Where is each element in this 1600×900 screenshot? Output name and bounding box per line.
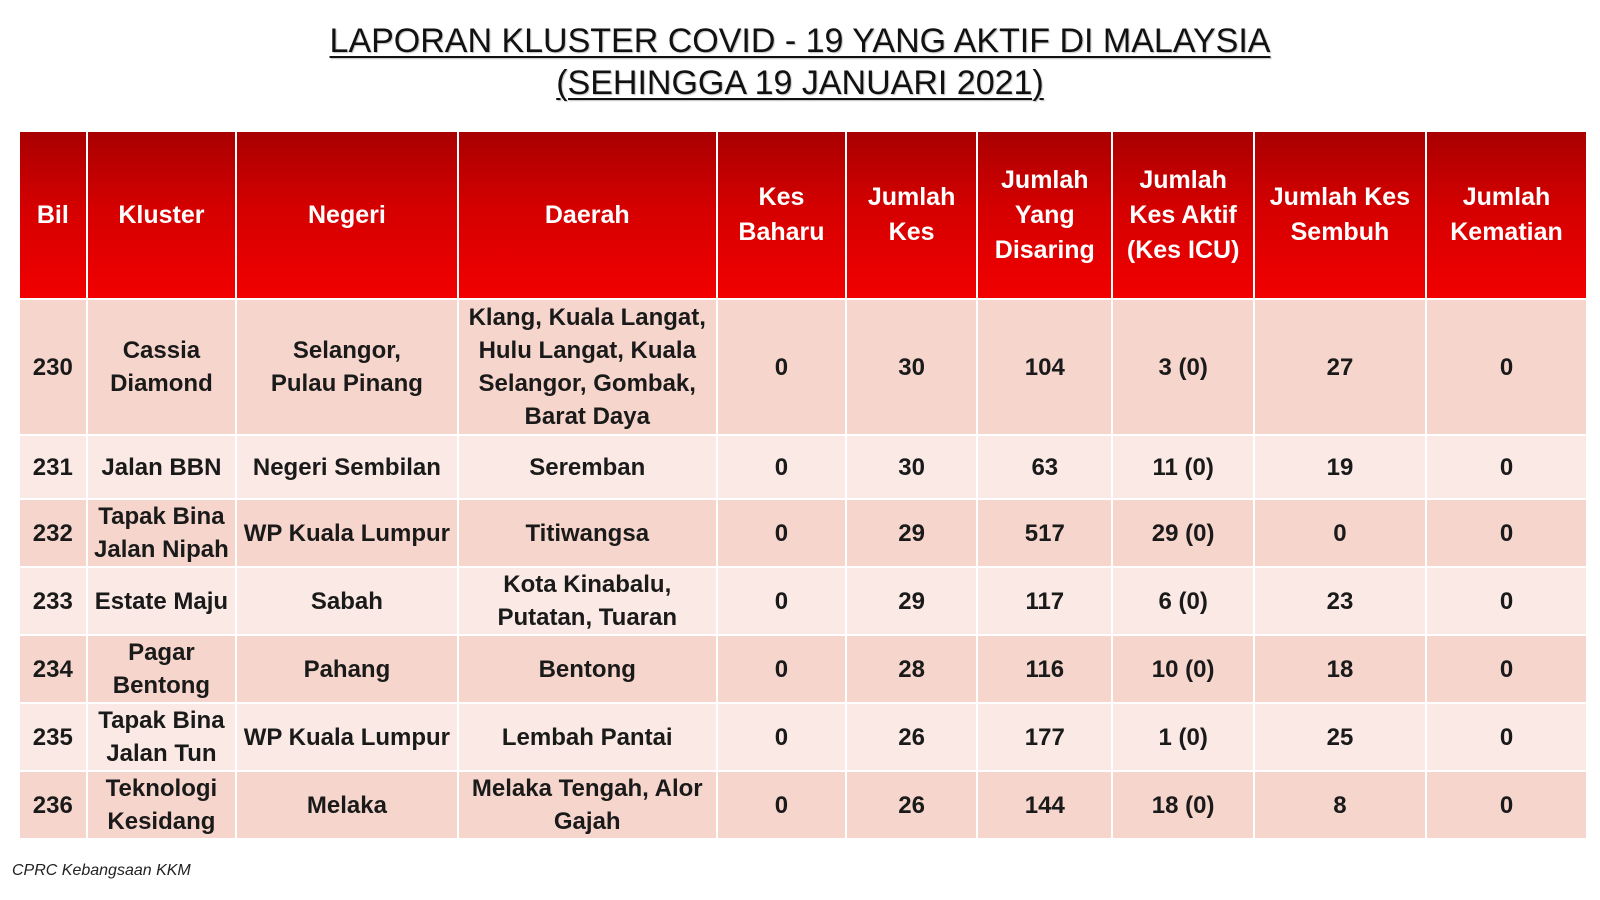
cell-jumlah-kes: 26 xyxy=(847,704,976,770)
cell-negeri: Selangor, Pulau Pinang xyxy=(237,300,456,434)
cell-jumlah-kes-sembuh: 8 xyxy=(1255,772,1425,838)
cell-daerah: Lembah Pantai xyxy=(459,704,716,770)
header-daerah: Daerah xyxy=(459,132,716,298)
title-line-1: LAPORAN KLUSTER COVID - 19 YANG AKTIF DI MALAYSIA xyxy=(329,22,1271,60)
cell-kes-baharu: 0 xyxy=(718,300,845,434)
cell-jumlah-kematian: 0 xyxy=(1427,300,1586,434)
cell-jumlah-kes-aktif: 18 (0) xyxy=(1113,772,1252,838)
cell-jumlah-kes: 30 xyxy=(847,436,976,498)
cell-negeri: Sabah xyxy=(237,568,456,634)
header-kluster: Kluster xyxy=(88,132,236,298)
cell-bil: 236 xyxy=(20,772,86,838)
cell-jumlah-kes-aktif: 3 (0) xyxy=(1113,300,1252,434)
cell-jumlah-kes: 29 xyxy=(847,568,976,634)
cell-kluster: Teknologi Kesidang xyxy=(88,772,236,838)
title-line-2: (SEHINGGA 19 JANUARI 2021) xyxy=(556,64,1044,102)
cell-kluster: Tapak Bina Jalan Tun xyxy=(88,704,236,770)
cell-jumlah-kes-sembuh: 0 xyxy=(1255,500,1425,566)
cell-jumlah-disaring: 517 xyxy=(978,500,1111,566)
cell-kes-baharu: 0 xyxy=(718,436,845,498)
cell-daerah: Melaka Tengah, Alor Gajah xyxy=(459,772,716,838)
cell-kluster: Pagar Bentong xyxy=(88,636,236,702)
cell-jumlah-disaring: 177 xyxy=(978,704,1111,770)
cell-negeri: Melaka xyxy=(237,772,456,838)
cell-kes-baharu: 0 xyxy=(718,568,845,634)
cell-negeri: Pahang xyxy=(237,636,456,702)
header-jumlah-kes: Jumlah Kes xyxy=(847,132,976,298)
cell-jumlah-disaring: 104 xyxy=(978,300,1111,434)
cell-kes-baharu: 0 xyxy=(718,636,845,702)
cell-jumlah-disaring: 63 xyxy=(978,436,1111,498)
header-kes-baharu: Kes Baharu xyxy=(718,132,845,298)
cell-kes-baharu: 0 xyxy=(718,772,845,838)
cell-daerah: Klang, Kuala Langat, Hulu Langat, Kuala Selangor, Gombak, Barat Daya xyxy=(459,300,716,434)
cell-jumlah-kematian: 0 xyxy=(1427,436,1586,498)
cell-daerah: Kota Kinabalu, Putatan, Tuaran xyxy=(459,568,716,634)
cell-daerah: Seremban xyxy=(459,436,716,498)
table-row xyxy=(20,300,1586,434)
cell-bil: 235 xyxy=(20,704,86,770)
cell-bil: 234 xyxy=(20,636,86,702)
cell-jumlah-kematian: 0 xyxy=(1427,704,1586,770)
cell-bil: 230 xyxy=(20,300,86,434)
cell-jumlah-kematian: 0 xyxy=(1427,500,1586,566)
cluster-table xyxy=(18,130,1588,840)
cell-negeri: Negeri Sembilan xyxy=(237,436,456,498)
table-header-row xyxy=(20,132,1586,298)
source-note: CPRC Kebangsaan KKM xyxy=(12,862,191,879)
header-negeri: Negeri xyxy=(237,132,456,298)
cell-negeri: WP Kuala Lumpur xyxy=(237,500,456,566)
cell-jumlah-disaring: 117 xyxy=(978,568,1111,634)
cell-daerah: Bentong xyxy=(459,636,716,702)
table-row xyxy=(20,500,1586,566)
table-row xyxy=(20,568,1586,634)
cell-jumlah-kes-aktif: 11 (0) xyxy=(1113,436,1252,498)
cell-jumlah-kes-aktif: 10 (0) xyxy=(1113,636,1252,702)
cell-kluster: Estate Maju xyxy=(88,568,236,634)
cell-kluster: Cassia Diamond xyxy=(88,300,236,434)
cell-bil: 231 xyxy=(20,436,86,498)
cell-negeri: WP Kuala Lumpur xyxy=(237,704,456,770)
cell-jumlah-kes: 30 xyxy=(847,300,976,434)
report-title xyxy=(0,20,1600,104)
header-bil: Bil xyxy=(20,132,86,298)
cell-jumlah-kematian: 0 xyxy=(1427,568,1586,634)
header-jumlah-kes-aktif: Jumlah Kes Aktif (Kes ICU) xyxy=(1113,132,1252,298)
cell-kluster: Tapak Bina Jalan Nipah xyxy=(88,500,236,566)
cell-jumlah-kes-sembuh: 23 xyxy=(1255,568,1425,634)
table-row xyxy=(20,772,1586,838)
table-row xyxy=(20,436,1586,498)
cell-jumlah-kematian: 0 xyxy=(1427,636,1586,702)
cell-jumlah-kes: 29 xyxy=(847,500,976,566)
cell-bil: 232 xyxy=(20,500,86,566)
table-row xyxy=(20,636,1586,702)
header-jumlah-disaring: Jumlah Yang Disaring xyxy=(978,132,1111,298)
cell-jumlah-disaring: 144 xyxy=(978,772,1111,838)
header-jumlah-kes-sembuh: Jumlah Kes Sembuh xyxy=(1255,132,1425,298)
cell-jumlah-kes-aktif: 1 (0) xyxy=(1113,704,1252,770)
cell-jumlah-kes-sembuh: 19 xyxy=(1255,436,1425,498)
cell-jumlah-kes: 28 xyxy=(847,636,976,702)
cell-jumlah-kematian: 0 xyxy=(1427,772,1586,838)
cell-kes-baharu: 0 xyxy=(718,704,845,770)
cell-kluster: Jalan BBN xyxy=(88,436,236,498)
cell-daerah: Titiwangsa xyxy=(459,500,716,566)
cell-jumlah-kes: 26 xyxy=(847,772,976,838)
cell-jumlah-kes-aktif: 6 (0) xyxy=(1113,568,1252,634)
cell-jumlah-kes-aktif: 29 (0) xyxy=(1113,500,1252,566)
cell-kes-baharu: 0 xyxy=(718,500,845,566)
cell-jumlah-disaring: 116 xyxy=(978,636,1111,702)
cell-jumlah-kes-sembuh: 25 xyxy=(1255,704,1425,770)
cell-bil: 233 xyxy=(20,568,86,634)
cell-jumlah-kes-sembuh: 27 xyxy=(1255,300,1425,434)
header-jumlah-kematian: Jumlah Kematian xyxy=(1427,132,1586,298)
cell-jumlah-kes-sembuh: 18 xyxy=(1255,636,1425,702)
table-row xyxy=(20,704,1586,770)
